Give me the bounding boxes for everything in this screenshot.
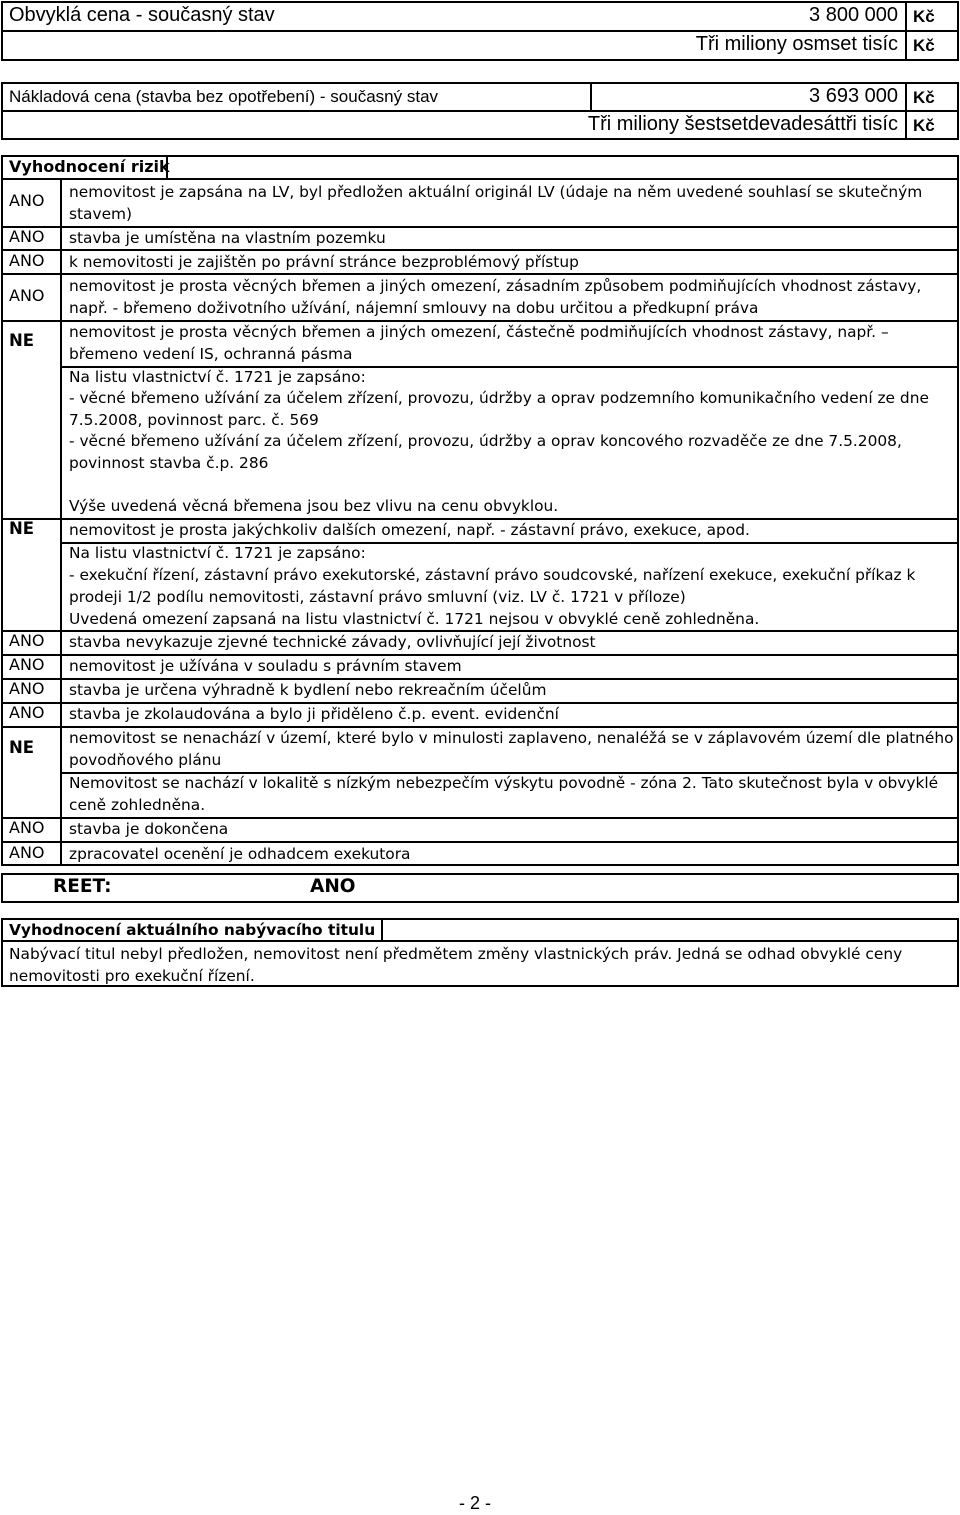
page-number: - 2 - [459,1493,492,1513]
risk-flag: NE [9,331,35,350]
risk-text-line: stavem) [69,205,133,223]
risk-flag: ANO [9,818,45,837]
risk-text-line: povodňového plánu [69,751,222,769]
risk-text-line: prodeji 1/2 podílu nemovitosti, zástavní právo smluvní (viz. LV č. 1721 v příloze) [69,588,686,606]
risk-text-line: nemovitost je prosta věcných břemen a jiných omezení, částečně podmiňujících vhodnost zástavy, např. – [69,323,889,341]
market-value-label: Obvyklá cena - současný stav [9,4,275,26]
risk-text-line: 7.5.2008, povinnost parc. č. 569 [69,411,319,429]
title-eval-text-line: nemovitosti pro exekuční řízení. [9,967,255,985]
risk-flag: ANO [9,191,45,210]
divider [905,82,907,140]
risk-text-line: nemovitost je zapsána na LV, byl předložen aktuální originál LV (údaje na něm uvedené souhlasí se skutečným [69,183,923,201]
risk-text-line: stavba je dokončena [69,820,229,838]
risk-flag: ANO [9,286,45,305]
risk-text-line: stavba je umístěna na vlastním pozemku [69,229,386,247]
cost-value-label: Nákladová cena (stavba bez opotřebení) - současný stav [9,87,439,106]
risk-text-line: stavba nevykazuje zjevné technické závady, ovlivňující její životnost [69,633,596,651]
risk-flag: ANO [9,703,45,722]
divider [905,1,907,61]
risk-text-line: - exekuční řízení, zástavní právo exekutorské, zástavní právo soudcovské, nařízení exekuce, exekuční příkaz k [69,566,916,584]
market-value-amount: 3 800 000 [809,4,898,26]
cost-value-currency: Kč [913,88,935,107]
divider [1,30,959,32]
risk-flag: ANO [9,843,45,862]
risk-text-line: Na listu vlastnictví č. 1721 je zapsáno: [69,544,366,562]
risk-text-line: nemovitost je prosta věcných břemen a jiných omezení, zásadním způsobem podmiňujících vhodnost zástavy, [69,277,922,295]
divider [1,110,959,112]
divider [1,178,959,180]
risk-flag: ANO [9,631,45,650]
risk-text-line: Nemovitost se nachází v lokalitě s nízkým nebezpečím výskytu povodně - zóna 2. Tato skutečnost byla v obvyklé [69,774,939,792]
divider [590,82,592,112]
market-value-words: Tři miliony osmset tisíc [695,33,898,55]
risk-title: Vyhodnocení rizik [9,157,170,176]
divider [60,178,62,866]
risk-flag: NE [9,738,35,757]
risk-flag: ANO [9,251,45,270]
risk-text-line: Na listu vlastnictví č. 1721 je zapsáno: [69,368,366,386]
risk-text-line: k nemovitosti je zajištěn po právní stránce bezproblémový přístup [69,253,579,271]
risk-text-line: nemovitost je prosta jakýchkoliv dalších omezení, např. - zástavní právo, exekuce, apod. [69,521,750,539]
risk-text-line: stavba je zkolaudována a bylo ji přiděleno č.p. event. evidenční [69,705,559,723]
risk-text-line: ceně zohledněna. [69,796,206,814]
risk-flag: ANO [9,655,45,674]
title-eval-text-line: Nabývací titul nebyl předložen, nemovitost není předmětem změny vlastnických práv. Jedná se odhad obvyklé ceny [9,945,903,963]
risk-flag: ANO [9,227,45,246]
risk-flag: ANO [9,679,45,698]
risk-text-line: nemovitost se nenachází v území, které bylo v minulosti zaplaveno, nenaléžá se v záplavovém území dle platného [69,729,954,747]
market-value-currency: Kč [913,7,935,26]
cost-value-words-currency: Kč [913,116,935,135]
reet-box [1,873,959,903]
risk-text-line: Uvedená omezení zapsaná na listu vlastnictví č. 1721 nejsou v obvyklé ceně zohledněna. [69,610,760,628]
risk-text-line: povinnost stavba č.p. 286 [69,454,269,472]
risk-text-line: - věcné břemeno užívání za účelem zřízení, provozu, údržby a oprav koncového rozvaděče ze dne 7.5.2008, [69,432,902,450]
cost-value-words: Tři miliony šestsetdevadesáttři tisíc [587,113,898,135]
divider [381,918,383,942]
cost-value-amount: 3 693 000 [809,85,898,107]
risk-text-line: stavba je určena výhradně k bydlení nebo rekreačním účelům [69,681,547,699]
risk-text-line: břemeno vedení IS, ochranná pásma [69,345,353,363]
market-value-words-currency: Kč [913,36,935,55]
risk-text-line: zpracovatel ocenění je odhadcem exekutora [69,845,411,863]
reet-value: ANO [310,876,356,897]
reet-label: REET: [53,876,112,897]
risk-text-line: Výše uvedená věcná břemena jsou bez vlivu na cenu obvyklou. [69,497,559,515]
risk-text-line: např. - břemeno doživotního užívání, nájemní smlouvy na dobu určitou a předkupní práva [69,299,759,317]
title-eval-heading: Vyhodnocení aktuálního nabývacího titulu [9,921,376,939]
risk-text-line: nemovitost je užívána v souladu s právním stavem [69,657,462,675]
risk-text-line: - věcné břemeno užívání za účelem zřízení, provozu, údržby a oprav podzemního komunikačního vedení ze dne [69,389,929,407]
risk-flag: NE [9,519,35,538]
